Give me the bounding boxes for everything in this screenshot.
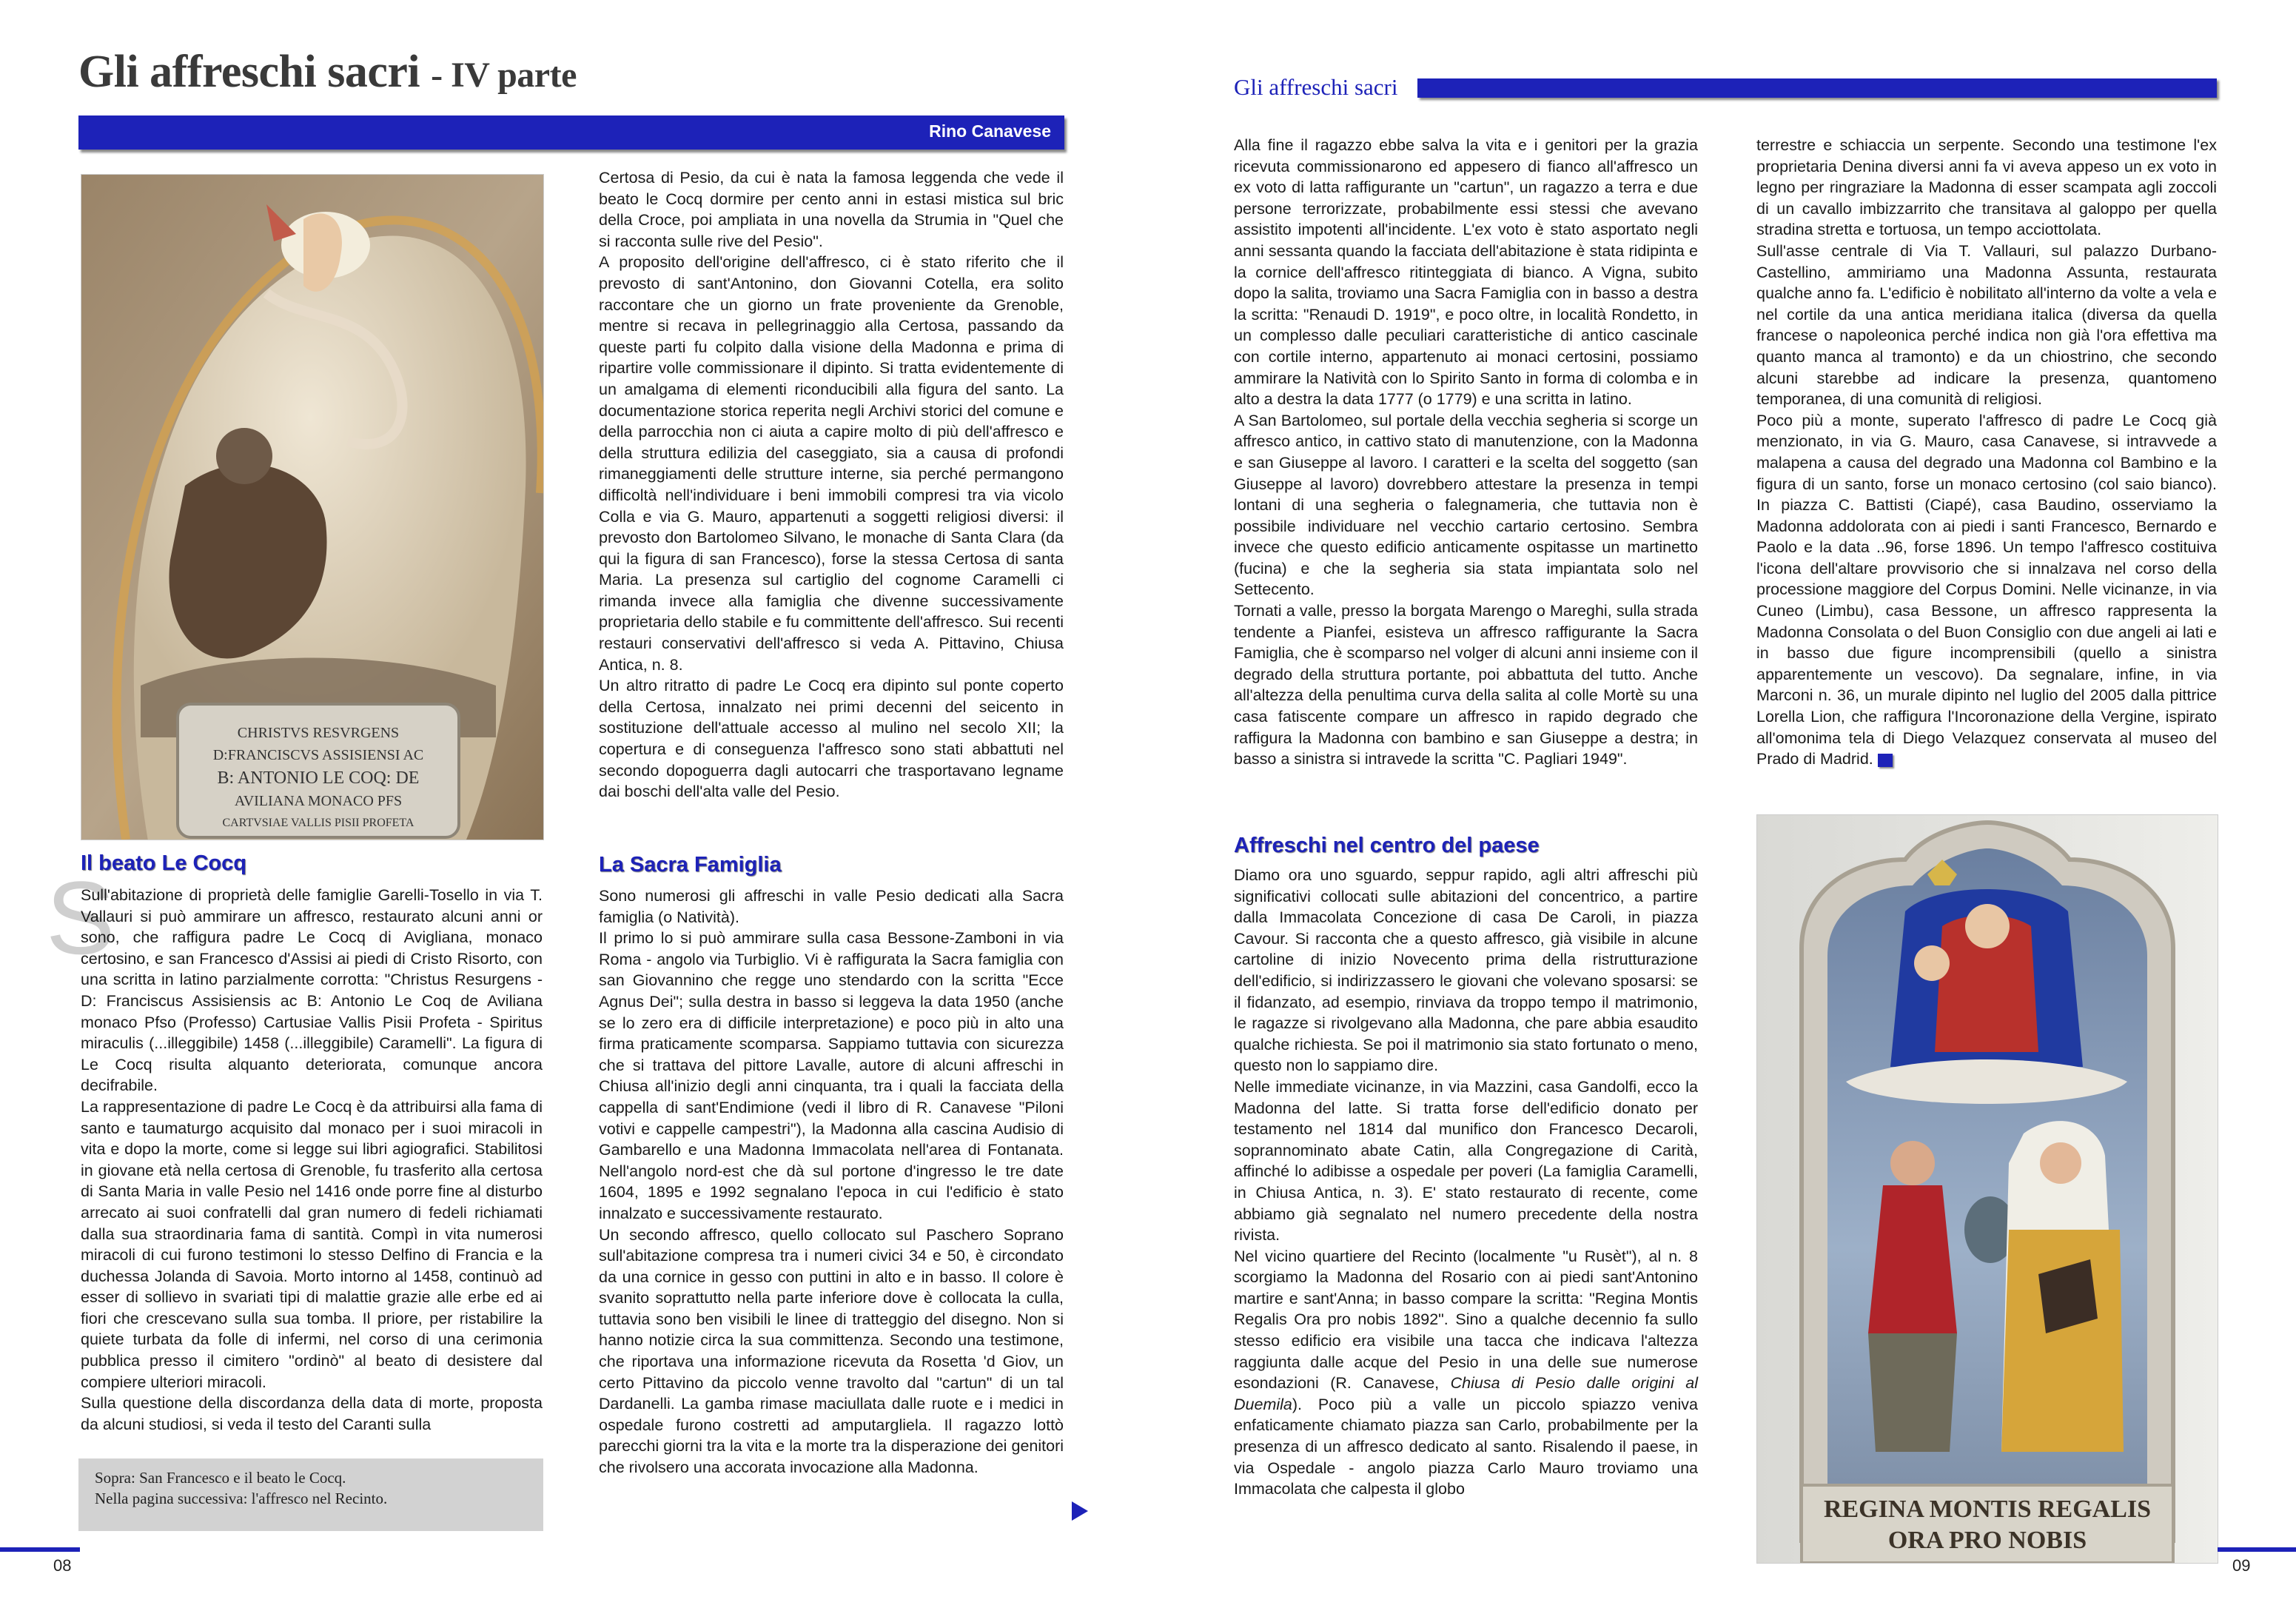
svg-text:CHRISTVS RESVRGENS: CHRISTVS RESVRGENS <box>237 725 400 741</box>
image-caption: Sopra: San Francesco e il beato le Cocq. Nella pagina successiva: l'affresco nel Recinto. <box>78 1458 543 1531</box>
title-bar <box>78 115 1064 150</box>
end-mark-icon <box>1878 754 1893 767</box>
drop-cap: S <box>46 860 115 976</box>
inscription-line2: ORA PRO NOBIS <box>1887 1527 2087 1554</box>
heading-sacra-famiglia: La Sacra Famiglia <box>599 853 782 877</box>
svg-text:AVILIANA MONACO PFS: AVILIANA MONACO PFS <box>234 793 403 809</box>
page-number-left: 08 <box>53 1556 72 1575</box>
heading-beato-le-cocq: Il beato Le Cocq <box>81 851 246 875</box>
svg-text:B: ANTONIO LE COQ: DE: B: ANTONIO LE COQ: DE <box>217 768 420 788</box>
body-text-right-col2: terrestre e schiaccia un serpente. Secondo una testimone l'ex proprietaria Denina diversi anni fa vi aveva appeso un ex voto in legno per ringraziare la Madonna di esser scampata agli zoccoli di un cavallo imbizzarrito che transitava al galoppo per quella stradina stretta e tortuosa, un tempo acciottolata. Sull'asse centrale di Via T. Vallauri, sul palazzo Durbano-Castellino, ammiriamo una Madonna Assunta, restaurata qualche anno fa. L'edificio è nobilitato all'interno da volte a vela e nel cortile da una antica meridiana italica (diversa da quella francese o napoleonica perché indica non già l'ora effettiva ma quanto manca al tramonto) e da un chiostrino, che secondo alcuni starebbe ad indicare la presenza, quantomeno temporanea, di una comunità di religiosi. Poco più a monte, superato l'affresco di padre Le Cocq già menzionato, in via G. Mauro, casa Canavese, si intravvede a malapena a causa del degrado una Madonna col Bambino e la figura di un santo, forse un monaco certosino (col saio bianco). In piazza C. Battisti (Ciapé), casa Baudino, osserviamo la Madonna addolorata con ai piedi i santi Francesco, Bernardo e Paolo e la data ..96, forse 1896. Un tempo l'affresco costituiva l'icona dell'altare provvisorio che si innalzava nel corso della processione maggiore del Corpus Domini. Nelle vicinanze, in via Cuneo (Limbu), casa Bessone, un affresco rappresenta la Madonna Consolata o del Buon Consiglio con due angeli ai lati e in basso due figure incomprensibili (quello a sinistra apparentemente un vescovo). Da segnalare, infine, in via Marconi n. 36, un murale dipinto nel luglio del 2005 dalla pittrice Lorella Lion, che raffigura l'Incoronazione della Vergine, ispirato all'omonima tela di Diego Velazquez conservata al museo del Prado di Madrid. <box>1756 136 2217 768</box>
body-text-col2-top: Certosa di Pesio, da cui è nata la famosa leggenda che vede il beato le Cocq dormire per cento anni in estasi mistica sul bric della Croce, poi ampliata in una novella da Strumia in "Quel che si racconta sulle rive del Pesio". A proposito dell'origine dell'affresco, ci è stato riferito che il prevosto di sant'Antonino, don Giovanni Cotella, era solito raccontare che un giorno un frate proveniente da Grenoble, mentre si recava in pellegrinaggio alla Certosa, passando da queste parti fu colpito dalla visione della Madonna e prima di ripartire volle commissionare il dipinto. Si tratta evidentemente di un amalgama di elementi riconducibili alla figura del santo. La documentazione storica reperita negli Archivi storici del comune e della parrocchia non ci aiuta a capire molto di più dell'affresco e della struttura edilizia del caseggiato, sia a causa di profondi rimaneggiamenti delle strutture interne, sia perché permangono difficoltà nell'individuare i beni immobili compresi tra via vicolo Colla e via G. Mauro, appartenuti a soggetti religiosi diversi: il prevosto don Bartolomeo Silvano, le monache di Santa Clara (da qui la figura di san Francesco), forse la stessa Certosa di santa Maria. La presenza sul cartiglio del cognome Caramelli ci rimanda invece alla famiglia che divenne successivamente proprietaria dello stabile e fu committente dell'affresco. Sui recenti restauri conservativi dell'affresco si veda A. Pittavino, Chiusa Antica, n. 8. Un altro ritratto di padre Le Cocq era dipinto sul ponte coperto della Certosa, innalzato nei primi decenni del seicento in sostituzione dell'attuale accesso al mulino nel secolo XII; la copertura e di conseguenza l'affresco sono stati abbattuti nel secondo dopoguerra dagli autocarri che trasportavano legname dai boschi dell'alta valle del Pesio. <box>599 169 1064 801</box>
heading-centro-paese: Affreschi nel centro del paese <box>1234 834 1540 857</box>
page-title: Gli affreschi sacri - IV parte <box>78 47 577 97</box>
header-bar-right <box>1417 78 2217 98</box>
page-number-bar-right <box>2218 1547 2296 1552</box>
svg-text:D:FRANCISCVS ASSISIENSI AC: D:FRANCISCVS ASSISIENSI AC <box>212 747 424 763</box>
fresco-image-madonna-rosario <box>1756 814 2218 1564</box>
fresco-image-le-cocq <box>81 174 544 840</box>
running-header: Gli affreschi sacri <box>1234 74 1398 100</box>
body-text-centro: Diamo ora uno sguardo, seppur rapido, agli altri affreschi più significativi collocati sulle abitazioni del concentrico, a partire dalla Immacolata Concezione di casa De Caroli, in piazza Cavour. Si racconta che a questo affresco, già visibile in alcune cartoline di inizio Novecento prima della ristrutturazione dell'edificio, si indirizzassero le giovani che volevano sposarsi: se il fidanzato, ad esempio, rinviava da troppo tempo il matrimonio, le ragazze si rivolgevano alla Madonna, che pare abbia esaudito qualche richiesta. Se poi il matrimonio sia stato fortunato o meno, questo non lo sappiamo dire. Nelle immediate vicinanze, in via Mazzini, casa Gandolfi, ecco la Madonna del latte. Si tratta forse dell'edificio donato per testamento nel 1814 dal munifico don Francesco Decaroli, soprannominato abate Catin, alla Congregazione di Carità, affinché lo adibisse a ospedale per poveri (La famiglia Caramelli, in Chiusa Antica, n. 3). E' stato restaurato di recente, come abbiamo già segnalato nel numero precedente della nostra rivista. Nel vicino quartiere del Recinto (localmente "u Rusèt"), al n. 8 scorgiamo la Madonna del Rosario con ai piedi sant'Antonino martire e sant'Anna; in basso compare la scritta: "Regina Montis Regalis Ora pro nobis 1892". Sino a qualche decennio fa sullo stesso edificio era visibile una tacca che indicava l'altezza raggiunta dalle acque del Pesio in una delle sue numerose esondazioni (R. Canavese, Chiusa di Pesio dalle origini al Duemila). Poco più a valle un piccolo spiazzo veniva enfaticamente chiamato piazza san Carlo, probabilmente per la presenza di un affresco dedicato al santo. Risalendo il paese, in via Ospedale - angolo piazza Carlo Mauro troviamo una Immacolata che calpesta il globo <box>1234 866 1698 1498</box>
page-number-bar-left <box>0 1547 80 1552</box>
body-text-beato: Sull'abitazione di proprietà delle famiglie Garelli-Tosello in via T. Vallauri si può ammirare un affresco, restaurato alcuni anni or sono, che raffigura padre Le Cocq di Avigliana, monaco certosino, e san Francesco d'Assisi ai piedi di Cristo Risorto, con una scritta in latino parzialmente corrotta: "Christus Resurgens - D: Franciscus Assisiensis ac B: Antonio Le Coq de Aviliana monaco Pfso (Professo) Cartusiae Vallis Pisii Profeta - Spiritus miraculis (...illeggibile) 1458 (...illeggibile) Caramelli". La figura di Le Cocq risulta alquanto deteriorata, comunque ancora decifrabile. La rappresentazione di padre Le Cocq è da attribuirsi alla fama di santo e taumaturgo acquisito dal monaco per i suoi miracoli in vita e dopo la morte, come si legge sui libri agiografici. Stabilitosi in giovane età nella certosa di Grenoble, fu trasferito alla certosa di Santa Maria in valle Pesio nel 1416 onde porre fine al disturbo arrecato ai suoi confratelli dal gran numero di fedeli richiamati dalla sua straordinaria fama di santità. Compì in vita numerosi miracoli di cui furono testimoni lo stesso Delfino di Francia e la duchessa Jolanda di Savoia. Morto intorno al 1458, continuò ad esser di sollievo in svariati tipi di malattie grazie alle erbe ed ai fiori che crescevano sulla sua tomba. Il priore, per ristabilire la quiete turbata da folle di infermi, nel corso di una cerimonia pubblica presso il cimitero "ordinò" al beato di desistere dal compiere ulteriori miracoli. Sulla questione della discordanza della data di morte, proposta da alcuni studiosi, si veda il testo del Caranti sulla <box>81 886 543 1433</box>
page-number-right: 09 <box>2232 1556 2251 1575</box>
svg-text:CARTVSIAE VALLIS PISII PROFETA: CARTVSIAE VALLIS PISII PROFETA <box>222 817 414 829</box>
body-text-right-col1: Alla fine il ragazzo ebbe salva la vita e i genitori per la grazia ricevuta commissionarono ed appesero di fianco all'affresco un ex voto di latta raffigurante un "cartun", un ragazzo a terra e due persone terrorizzate, probabilmente essi stessi che avevano assistito impotenti all'incidente. L'ex voto è stato asportato negli anni sessanta quando la facciata dell'abitazione è stata ridipinta e la cornice dell'affresco ritinteggiata di bianco. A Vigna, subito dopo la salita, troviamo una Sacra Famiglia con in basso a destra la scritta: "Renaudi D. 1919", e poco oltre, in località Rondetto, in un complesso dalle peculiari caratteristiche di antico cascinale con cortile interno, appartenuto ai monaci certosini, possiamo ammirare la Natività con lo Spirito Santo in forma di colomba e in alto a destra la data 1777 (o 1779) e una scritta in latino. A San Bartolomeo, sul portale della vecchia segheria si scorge un affresco antico, in cattivo stato di manutenzione, con la Madonna e san Giuseppe al lavoro. I caratteri e la scelta del soggetto (san Giuseppe al lavoro) dovrebbero attestare la presenza in tempi lontani di una segheria o falegnameria, che tuttavia non è possibile individuare nel vecchio cartario certosino. Sembra invece che questo edificio anticamente ospitasse un martinetto (fucina) e che la segheria sia stata impiantata solo nel Settecento. Tornati a valle, presso la borgata Marengo o Mareghi, sulla strada tendente a Pianfei, esisteva un affresco raffigurante la Sacra Famiglia, che è scomparso nel volger di alcuni anni insieme con il degrado della struttura portante, poi abbattuta del tutto. Anche all'altezza della penultima curva della salita al colle Mortè su una casa fatiscente compare un affresco in rapido degrado che raffigura la Madonna con bambino e san Giuseppe a destra; in basso a sinistra si intravede la scritta "C. Pagliari 1949". <box>1234 136 1698 768</box>
author-name: Rino Canavese <box>929 121 1051 141</box>
inscription-line1: REGINA MONTIS REGALIS <box>1823 1496 2152 1523</box>
continue-arrow-icon <box>1070 1500 1090 1526</box>
body-text-sacra-famiglia: Sono numerosi gli affreschi in valle Pesio dedicati alla Sacra famiglia (o Natività). Il primo lo si può ammirare sulla casa Bessone-Zamboni in via Roma - angolo via Turbiglio. Vi è raffigurata la Sacra famiglia con san Giovannino che regge uno stendardo con la scritta "Ecce Agnus Dei"; sulla destra in basso si leggeva la data 1950 (anche se lo zero era di difficile interpretazione) e poco più in alto una firma praticamente scomparsa. Sappiamo tuttavia con sicurezza che si trattava del pittore Lavalle, autore di alcuni affreschi in Chiusa all'inizio degli anni cinquanta, tra i quali la facciata della cappella di sant'Endimione (vedi il libro di R. Canavese "Piloni votivi e cappelle campestri"), la Madonna alla cascina Audisio di Gambarello e una Madonna Immacolata nell'area di Fontanata. Nell'angolo nord-est che dà sul portone d'ingresso le tre date 1604, 1895 e 1992 segnalano l'epoca in cui l'edificio è stato innalzato e successivamente restaurato. Un secondo affresco, quello collocato sul Paschero Soprano sull'abitazione compresa tra i numeri civici 34 e 50, è circondato da una cornice in gesso con puttini in alto e in basso. Il colore è svanito soprattutto nella parte inferiore dove è collocata la culla, tuttavia sono ben visibili le linee di tratteggio del disegno. Non si hanno notizie circa la sua committenza. Secondo una testimone, che riportava una informazione ricevuta da Rosetta 'd Giov, un certo Pittavino da piccolo venne travolto dal "cartun" di un tal Dardanelli. La gamba rimase maciullata dalle ruote e i medici in ospedale furono costretti ad amputargliela. Il ragazzo lottò parecchi giorni tra la vita e la morte tra la disperazione dei genitori che rivolsero una accorata invocazione alla Madonna. <box>599 887 1064 1477</box>
